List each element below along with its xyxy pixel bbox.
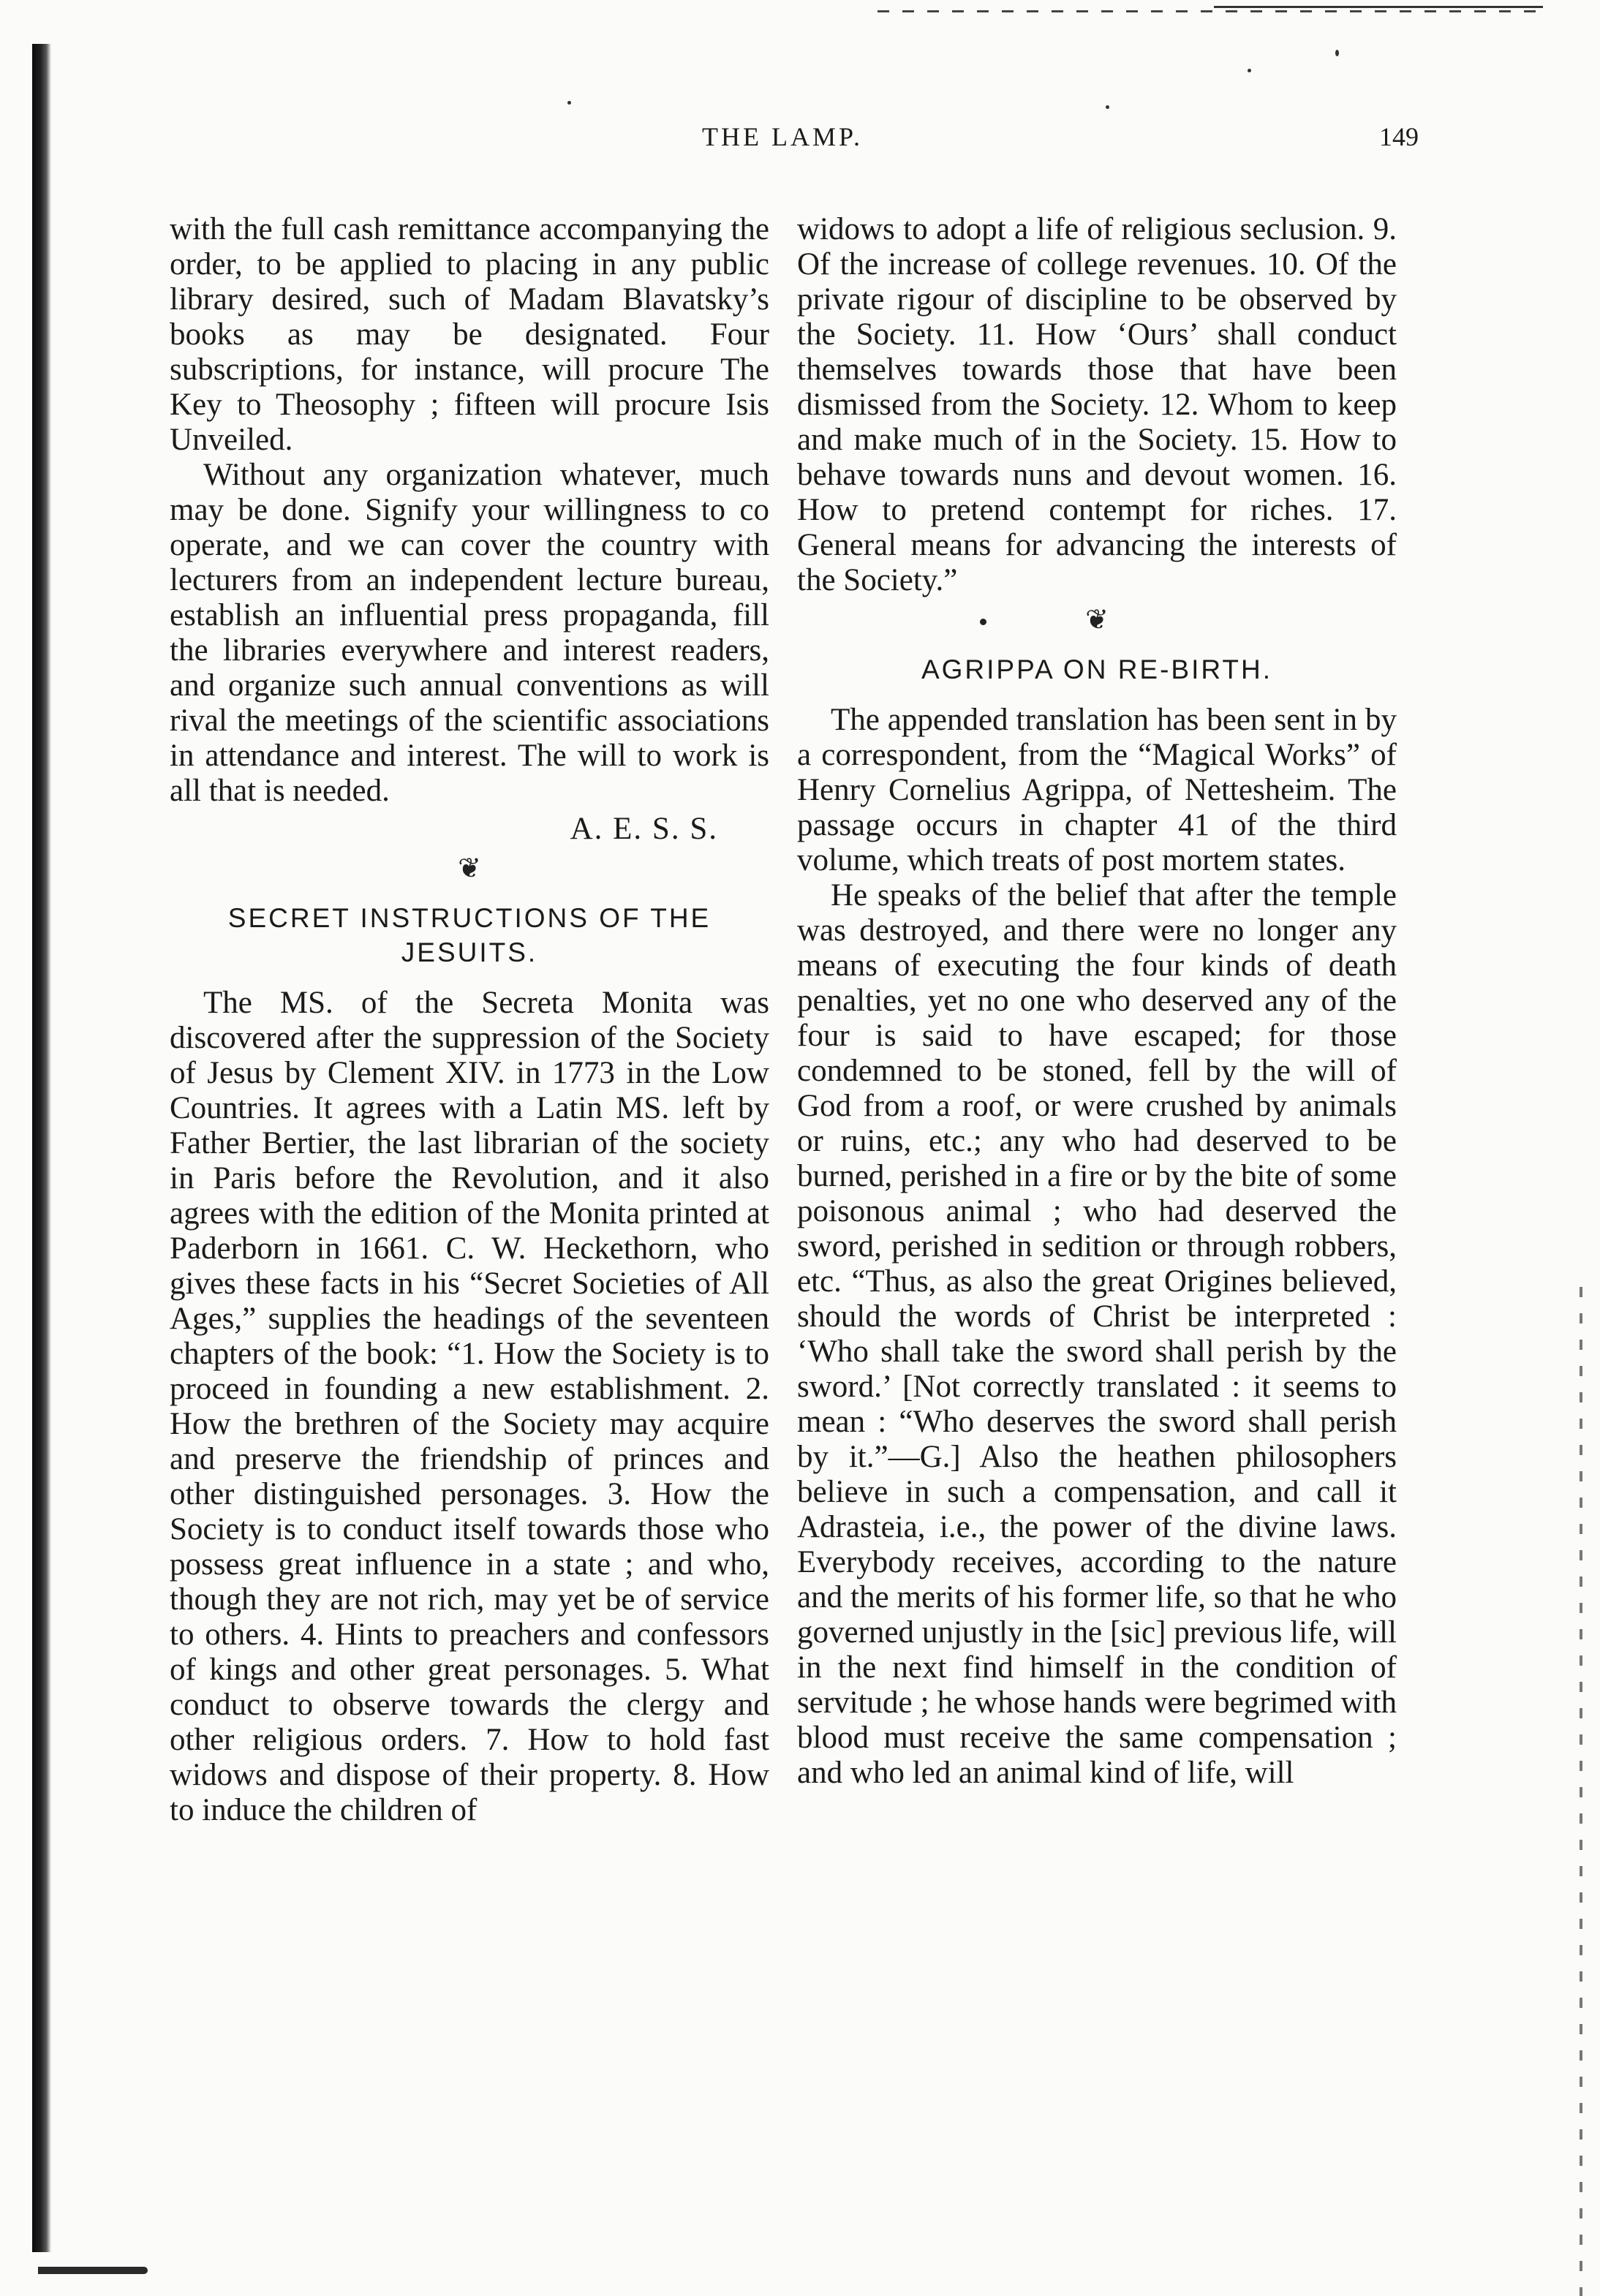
fleuron-ornament — [797, 598, 1397, 642]
binding-edge — [32, 44, 51, 2252]
paragraph-organization: Without any organization whatever, much may be done. Signify your willingness to co operate, and we can cover the country with lecturers from an independent lecture bureau, establish an influential press propaganda, fill the libraries everywhere and interest readers, and organize such annual conventions as will rival the meetings of the scientific associations in attendance and interest. The will to work is all that is needed. — [170, 458, 769, 808]
page-number: 149 — [1379, 122, 1419, 151]
paragraph-translation-intro: The appended translation has been sent in by a correspondent, from the “Magical Works” of Henry Cornelius Agrippa, of Nettesheim. The passage occurs in chapter 41 of the third volume, which treats of post mortem states. — [797, 703, 1397, 877]
binding-foot-mark — [38, 2267, 148, 2274]
fleuron-glyph: ❦ — [1085, 605, 1109, 635]
top-edge-rule-solid — [1214, 6, 1543, 8]
paragraph-death-penalties: He speaks of the belief that after the temple was destroyed, and there were no longer any means of executing the four kinds of death penalties, yet no one who deserved any of the four is said to have escaped; for those condemned to be stoned, fell by the will of God from a roof, or were crushed by animals or ruins, etc.; any who had deserved to be burned, perished in a fire or by the bite of some poisonous animal ; who had deserved the sword, perished in sedition or through robbers, etc. “Thus, as also the great Origines believed, should the words of Christ be interpreted : ‘Who shall take the sword shall perish by the sword.’ [Not correctly translated : it seems to mean : “Who deserves the sword shall perish by it.”—G.] Also the heathen philosophers believe in such a compensation, and call it Adrasteia, i.e., the power of the divine laws. Everybody receives, according to the nature and the merits of his former life, so that he who governed unjustly in the [sic] previous life, will in the next find himself in the condition of servitude ; he whose hands were begrimed with blood must receive the same compensation ; and who led an animal kind of life, will — [797, 878, 1397, 1790]
section-heading-agrippa: AGRIPPA ON RE-BIRTH. — [921, 654, 1273, 684]
speck — [1335, 50, 1339, 56]
paragraph-secreta-monita: The MS. of the Secreta Monita was discovered after the suppression of the Society of Jesus by Clement XIV. in 1773 in the Low Countries. It agrees with a Latin MS. left by Father Bertier, the last librarian of the society in Paris before the Revolution, and it also agrees with the edition of the Monita printed at Paderborn in 1661. C. W. Heckethorn, who gives these facts in his “Secret Societies of All Ages,” supplies the headings of the seventeen chapters of the book: “1. How the Society is to proceed in founding a new establishment. 2. How the brethren of the Society may acquire and preserve the friendship of princes and other distinguished personages. 3. How the Society is to conduct itself towards those who possess great influence in a state ; and who, though they are not rich, may yet be of service to others. 4. Hints to preachers and confessors of kings and other great personages. 5. What conduct to observe towards the clergy and other religious orders. 7. How to hold fast widows and dispose of their property. 8. How to induce the children of — [170, 986, 769, 1827]
top-edge-rule — [878, 10, 1536, 12]
right-column — [797, 212, 1397, 1791]
fleuron-ornament: ❦ — [458, 853, 481, 884]
page-header — [146, 121, 1419, 173]
dot-mark — [980, 619, 986, 625]
speck — [1106, 105, 1109, 109]
running-title: THE LAMP. — [701, 122, 863, 151]
speck — [1248, 69, 1251, 72]
speck — [567, 101, 571, 105]
author-signature: A. E. S. S. — [570, 812, 718, 846]
right-edge-marks — [1580, 1287, 1582, 2296]
left-column — [170, 212, 769, 1828]
section-heading-jesuits: SECRET INSTRUCTIONS OF THE JESUITS. — [227, 903, 712, 967]
paragraph-subscriptions: with the full cash remittance accompanying the order, to be applied to placing in any public library desired, such of Madam Blavatsky’s books as may be designated. Four subscriptions, for instance, will procure The Key to Theosophy ; fifteen will procure Isis Unveiled. — [170, 212, 769, 457]
paragraph-chapter-list-continued: widows to adopt a life of religious seclusion. 9. Of the increase of college revenues. 10. Of the private rigour of discipline to be observed by the Society. 11. How ‘Ours’ shall conduct themselves towards those that have been dismissed from the Society. 12. Whom to keep and make much of in the Society. 15. How to behave towards nuns and devout women. 16. How to pretend contempt for riches. 17. General means for advancing the interests of the Society.” — [797, 212, 1397, 597]
